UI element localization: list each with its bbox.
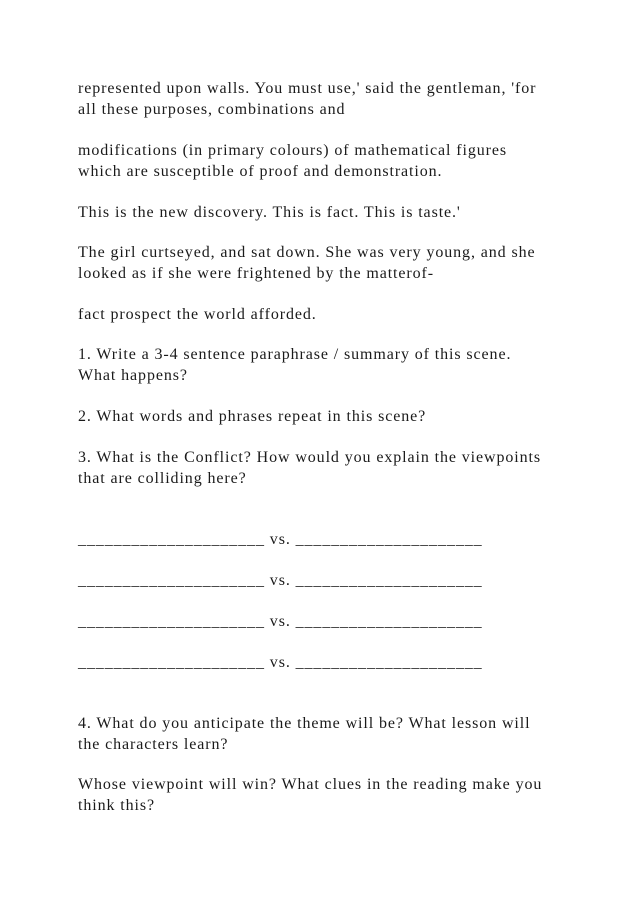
text-line: all these purposes, combinations and — [78, 101, 346, 118]
text-line: which are susceptible of proof and demonstration. — [78, 163, 443, 180]
blank-vs-line: _____________________ vs. _____________________ — [78, 572, 483, 589]
question-4: 4. What do you anticipate the theme will be? What lesson will — [78, 715, 531, 732]
text-line: modifications (in primary colours) of mathematical figures — [78, 142, 507, 159]
text-line: the characters learn? — [78, 736, 229, 753]
blank-vs-line: _____________________ vs. _____________________ — [78, 654, 483, 671]
question-2: 2. What words and phrases repeat in this scene? — [78, 408, 427, 425]
text-line: What happens? — [78, 367, 188, 384]
question-3: 3. What is the Conflict? How would you explain the viewpoints — [78, 449, 541, 466]
blank-vs-line: _____________________ vs. _____________________ — [78, 613, 483, 630]
text-line: This is the new discovery. This is fact. This is taste.' — [78, 204, 461, 221]
text-line: looked as if she were frightened by the matterof- — [78, 265, 434, 282]
text-line: The girl curtseyed, and sat down. She was very young, and she — [78, 244, 536, 261]
text-line: that are colliding here? — [78, 470, 247, 487]
text-line: fact prospect the world afforded. — [78, 306, 317, 323]
question-1: 1. Write a 3-4 sentence paraphrase / summary of this scene. — [78, 346, 512, 363]
text-line: Whose viewpoint will win? What clues in the reading make you — [78, 776, 543, 793]
text-line: represented upon walls. You must use,' said the gentleman, 'for — [78, 80, 537, 97]
text-line: think this? — [78, 797, 156, 814]
blank-vs-line: _____________________ vs. _____________________ — [78, 531, 483, 548]
